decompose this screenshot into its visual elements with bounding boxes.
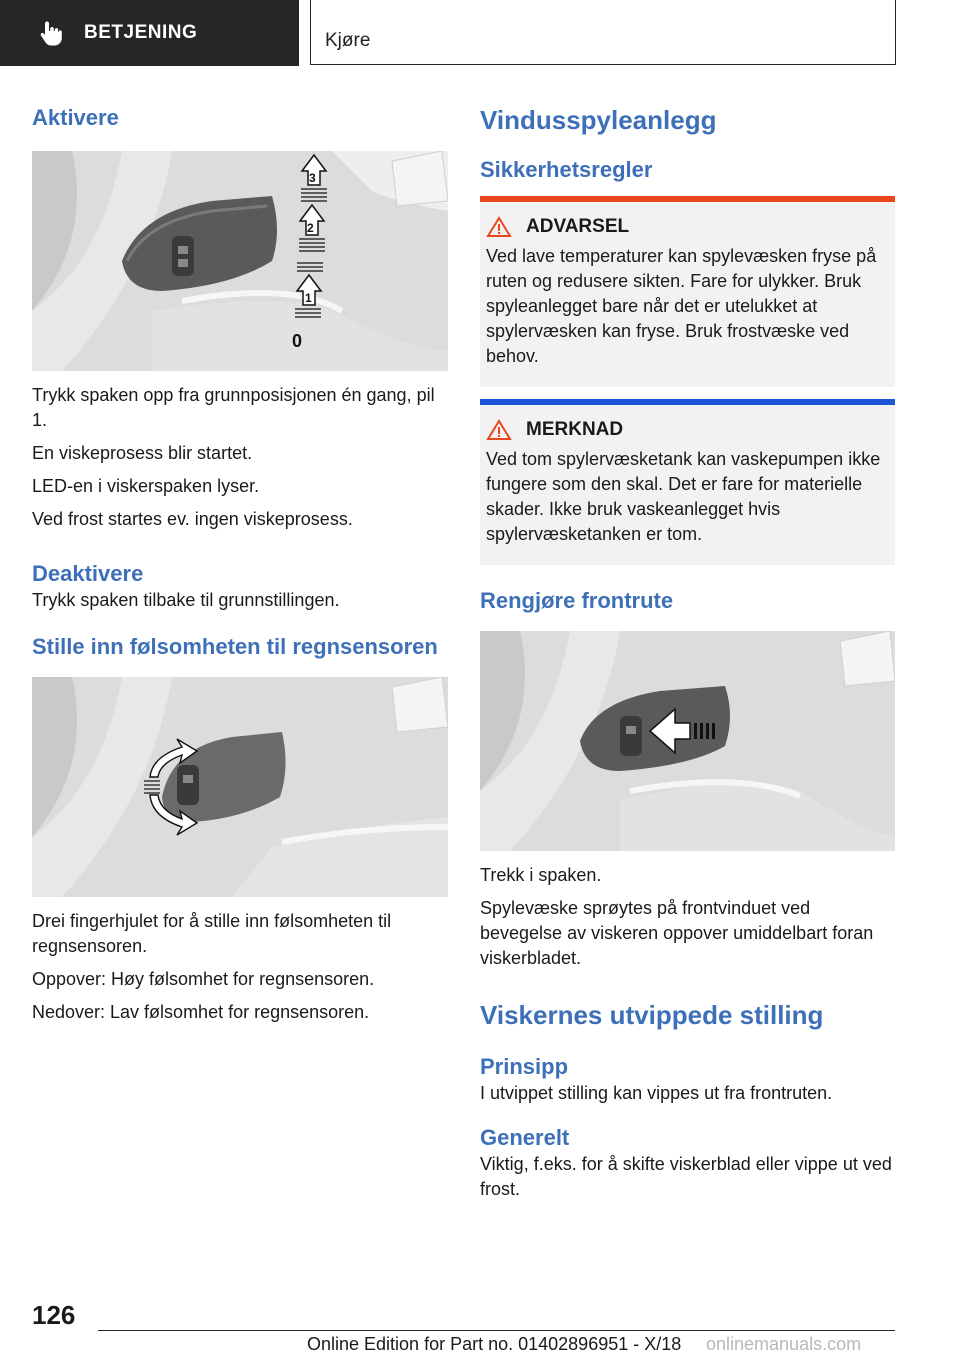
- heading-stille-inn: Stille inn følsomheten til regnsensoren: [32, 634, 438, 659]
- notice-text: Ved tom spylervæsketank kan vaskepumpen ikke fungere som den skal. Det er fare for materielle skader. Ikke bruk vaskeanlegget hvis spylervæsketanken er tom.: [486, 449, 881, 544]
- warning-triangle-icon: [486, 216, 512, 238]
- notice-title: MERKNAD: [526, 419, 624, 440]
- left-column: [32, 100, 448, 1033]
- rengjore-text-2: Spylevæske sprøytes på frontvinduet ved bevegelse av viskeren oppover umiddelbart foran viskerbladet.: [480, 898, 874, 968]
- prinsipp-text: I utvippet stilling kan vippes ut fra frontruten.: [480, 1083, 833, 1103]
- hand-pointer-icon: [40, 20, 62, 46]
- warning-box: [480, 196, 895, 387]
- aktivere-text-1: Trykk spaken opp fra grunnposisjonen én gang, pil 1.: [32, 385, 435, 430]
- heading-generelt: Generelt: [480, 1125, 570, 1150]
- warning-text: Ved lave temperaturer kan spylevæsken fryse på ruten og redusere sikten. Fare for ulykker. Bruk spyleanlegget bare når det er utelukket at spylervæsken kan fryse. Bruk frostvæske ved behov.: [486, 246, 877, 366]
- stille-text-3: Nedover: Lav følsomhet for regnsensoren.: [32, 1002, 370, 1022]
- aktivere-text-4: Ved frost startes ev. ingen viskeprosess.: [32, 509, 353, 529]
- stille-text-2: Oppover: Høy følsomhet for regnsensoren.: [32, 969, 375, 989]
- aktivere-text-3: LED-en i viskerspaken lyser.: [32, 476, 260, 496]
- figure-lever-up: [32, 151, 448, 371]
- heading-deaktivere: Deaktivere: [32, 561, 144, 586]
- deaktivere-text: Trykk spaken tilbake til grunnstillingen.: [32, 590, 340, 610]
- stille-text-1: Drei fingerhjulet for å stille inn følsomheten til regnsensoren.: [32, 911, 392, 956]
- fig1-label-1: 1: [305, 291, 312, 305]
- heading-utvippede-stilling: Viskernes utvippede stilling: [480, 1000, 824, 1030]
- fig1-label-3: 3: [309, 171, 316, 185]
- page-header: [0, 0, 960, 66]
- watermark-text: onlinemanuals.com: [706, 1334, 862, 1354]
- section-tab[interactable]: [0, 0, 299, 66]
- generelt-text: Viktig, f.eks. for å skifte viskerblad eller vippe ut ved frost.: [480, 1154, 892, 1199]
- heading-vindusspyleanlegg: Vindusspyleanlegg: [480, 105, 717, 135]
- warning-title: ADVARSEL: [526, 216, 630, 237]
- heading-sikkerhetsregler: Sikkerhetsregler: [480, 157, 653, 182]
- fig1-label-0: 0: [292, 331, 303, 351]
- notice-box: [480, 399, 895, 565]
- aktivere-text-2: En viskeprosess blir startet.: [32, 443, 253, 463]
- rengjore-text-1: Trekk i spaken.: [480, 865, 602, 885]
- figure-thumbwheel: [32, 677, 448, 897]
- figure-lever-pull: [480, 631, 895, 851]
- warning-bar: [480, 196, 895, 202]
- fig1-label-2: 2: [307, 221, 314, 235]
- notice-bar: [480, 399, 895, 405]
- footer-divider: [98, 1330, 895, 1331]
- section-label: BETJENING: [84, 22, 198, 43]
- heading-rengjore-frontrute: Rengjøre frontrute: [480, 588, 674, 613]
- chapter-box: [310, 0, 896, 65]
- edition-text: Online Edition for Part no. 01402896951 - X/18: [307, 1334, 682, 1354]
- page-number: 126: [32, 1300, 76, 1330]
- chapter-label: Kjøre: [325, 30, 371, 51]
- heading-prinsipp: Prinsipp: [480, 1054, 569, 1079]
- heading-aktivere: Aktivere: [32, 105, 119, 130]
- right-column: [480, 100, 895, 1210]
- notice-triangle-icon: [486, 419, 512, 441]
